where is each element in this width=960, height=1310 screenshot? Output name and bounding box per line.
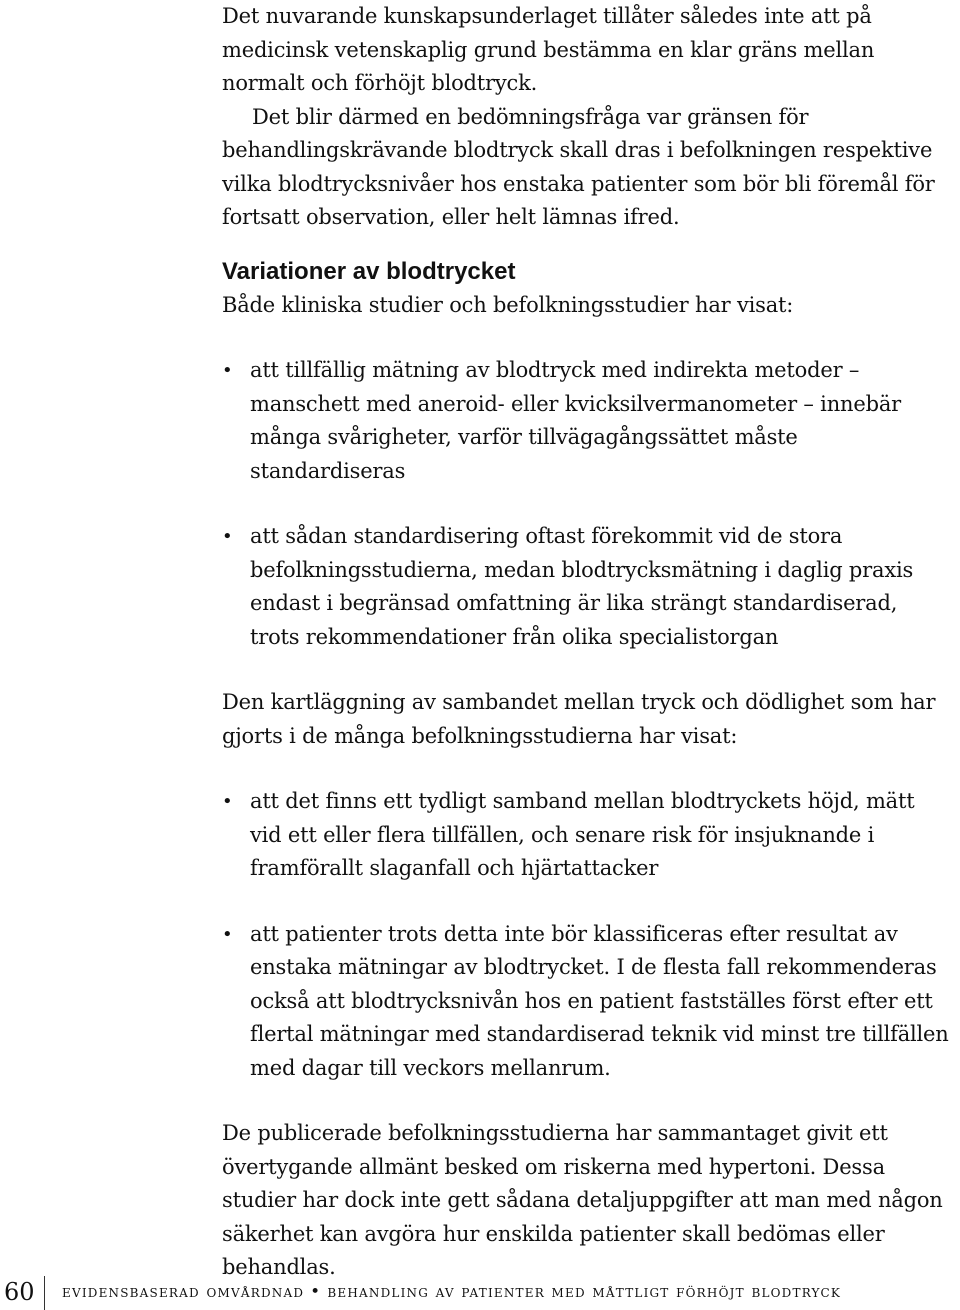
list-item — [222, 918, 952, 1086]
section-heading: Variationer av blodtrycket — [222, 257, 516, 285]
bullet-icon: • — [222, 360, 233, 381]
bullet-icon: • — [222, 791, 233, 812]
list-item-text: att tillfällig mätning av blodtryck med indirekta metoder – manschett med aneroid- eller kvicksilvermanometer – innebär många svårigheter, varför tillvägagångssättet måste standardiseras — [250, 358, 901, 483]
paragraph-conclusion: De publicerade befolkningsstudierna har sammantaget givit ett övertygande allmänt besked om riskerna med hypertoni. Dessa studier har dock inte gett sådana detaljuppgifter att man med någon säkerhet kan avgöra hur enskilda patienter skall bedömas eller behandlas. — [222, 1121, 943, 1279]
bullet-list-risk — [222, 785, 952, 1085]
paragraph-assessment: Det blir därmed en bedömningsfråga var gränsen för behandlingskrävande blodtryck skall dras i befolkningen respektive vilka blodtrycksnivåer hos enstaka patienter som bör bli föremål för fortsatt observation, eller helt lämnas ifred. — [222, 104, 935, 229]
bullet-icon: • — [222, 526, 233, 547]
bullet-list-measurement — [222, 354, 952, 654]
page-body — [222, 0, 952, 1285]
bullet-icon: • — [310, 1282, 322, 1302]
running-head-left: evidensbaserad omvårdnad — [62, 1282, 305, 1302]
list-item-text: att patienter trots detta inte bör klassificeras efter resultat av enstaka mätningar av blodtrycket. I de flesta fall rekommenderas också att blodtrycksnivån hos en patient fastställes först efter ett flertal mätningar med standardiserad teknik vid minst tre tillfällen med dagar till veckors mellanrum. — [250, 921, 949, 1080]
paragraph-intro: Det nuvarande kunskapsunderlaget tillåter således inte att på medicinsk vetenskaplig grund bestämma en klar gräns mellan normalt och förhöjt blodtryck. — [222, 4, 875, 95]
running-head — [62, 1282, 841, 1302]
bullet-icon: • — [222, 923, 233, 945]
list-item — [222, 785, 952, 886]
footer-divider — [44, 1276, 45, 1310]
list-item-text: att sådan standardisering oftast förekommit vid de stora befolkningsstudierna, medan blodtrycksmätning i daglig praxis endast i begränsad omfattning är lika strängt standardiserad, trots rekommendationer från olika specialistorgan — [250, 524, 914, 649]
paragraph-studies: Både kliniska studier och befolkningsstudier har visat: — [222, 292, 794, 317]
page-number: 60 — [4, 1278, 35, 1306]
running-head-right: behandling av patienter med måttligt förhöjt blodtryck — [327, 1282, 842, 1302]
list-item — [222, 520, 952, 654]
list-item — [222, 354, 952, 488]
list-item-text: att det finns ett tydligt samband mellan blodtryckets höjd, mätt vid ett eller flera tillfällen, och senare risk för insjuknande i framförallt slaganfall och hjärtattacker — [250, 789, 915, 880]
page-footer — [0, 1278, 960, 1308]
paragraph-mapping: Den kartläggning av sambandet mellan tryck och dödlighet som har gjorts i de många befolkningsstudierna har visat: — [222, 690, 936, 748]
